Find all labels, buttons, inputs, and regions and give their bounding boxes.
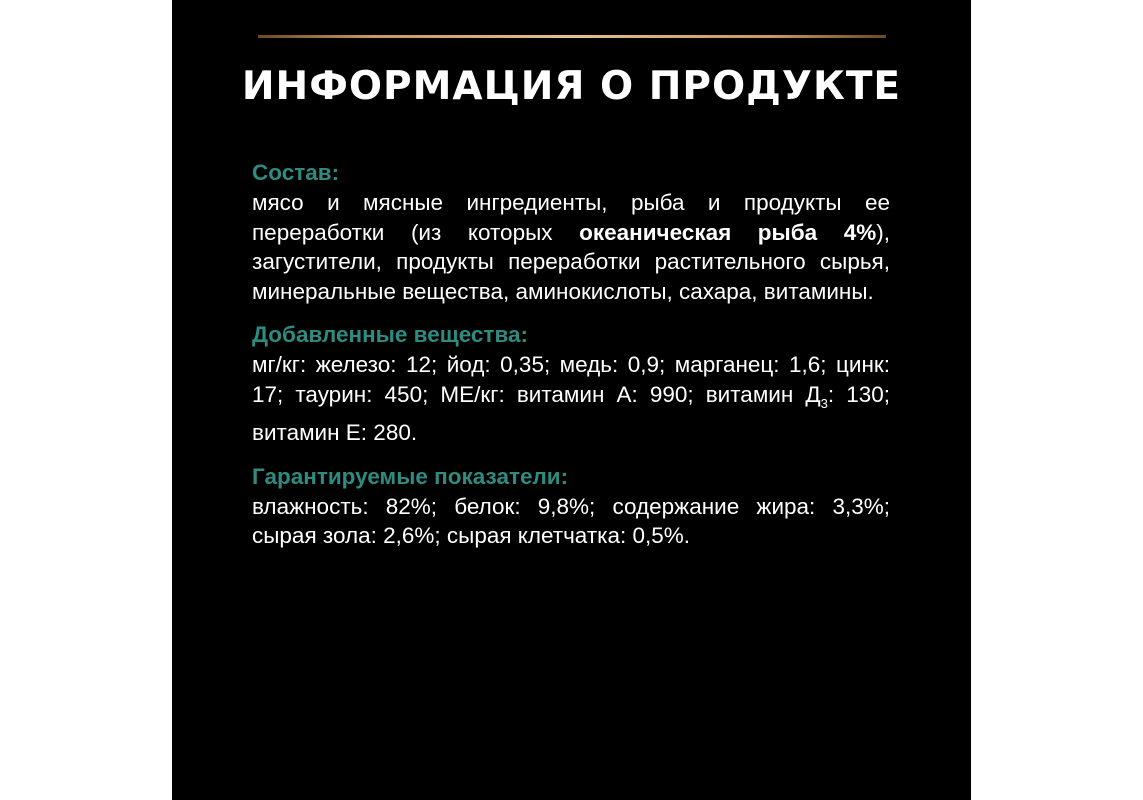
additives-text [252,350,890,448]
composition-text-start: мясо и мясные ингредиенты, рыба и продукты ее переработки (из которых [252,190,890,245]
additives-section [252,320,890,448]
guaranteed-section [252,462,890,551]
product-info-content [252,158,890,565]
guaranteed-heading: Гарантируемые показатели: [252,463,569,489]
composition-text [252,188,890,306]
composition-heading: Состав: [252,160,340,185]
page-title: ИНФОРМАЦИЯ О ПРОДУКТЕ [241,64,902,109]
product-info-panel [172,0,971,800]
additives-heading: Добавленные вещества: [252,322,528,347]
composition-highlight: океаническая рыба 4% [579,219,877,245]
additives-text-start: мг/кг: железо: 12; йод: 0,35; медь: 0,9; марганец: 1,6; цинк: 17; таурин: 450; МЕ/кг: витамин А: 990; витамин Д [252,352,890,407]
additives-text-end: : 130; витамин Е: 280. [252,381,891,445]
composition-text-end: ), загустители, продукты переработки растительного сырья, минеральные вещества, аминокислоты, сахара, витамины. [252,219,891,304]
vitamin-d-subscript: 3 [820,395,828,411]
guaranteed-text: влажность: 82%; белок: 9,8%; содержание жира: 3,3%; сырая зола: 2,6%; сырая клетчатка: 0,5%. [252,493,890,548]
gold-divider [258,35,886,38]
composition-section [252,158,890,306]
